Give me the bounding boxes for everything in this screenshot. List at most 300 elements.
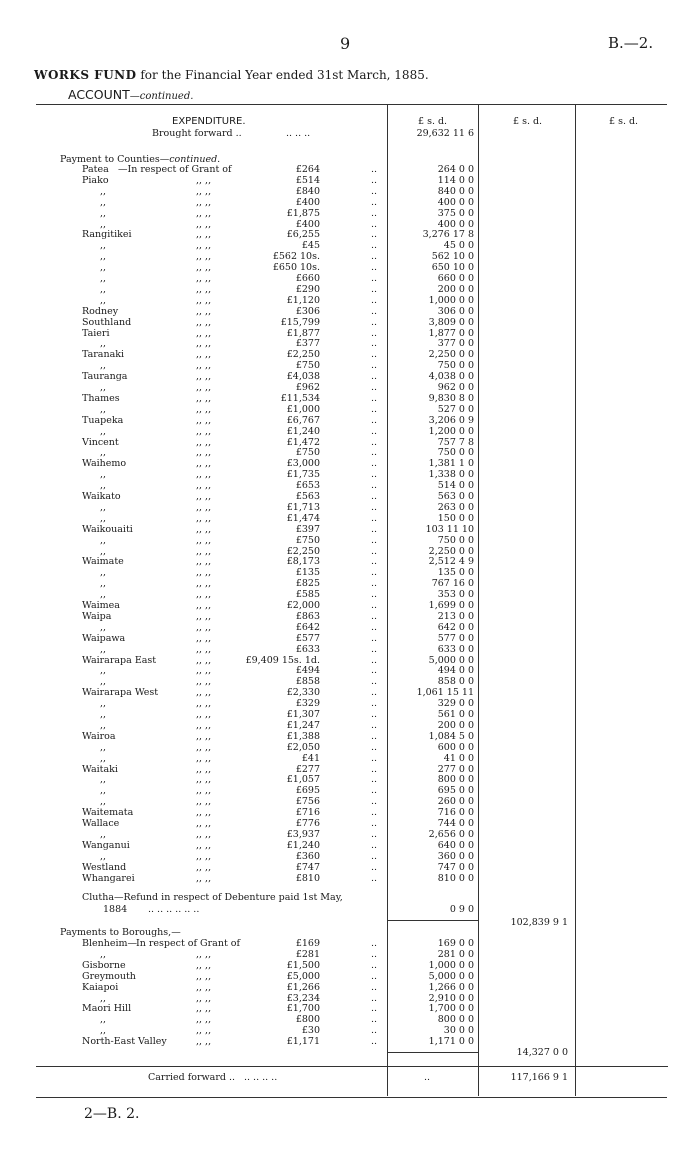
entry-amount: 213 0 0 [437,610,474,622]
entry-amount: 800 0 0 [437,774,474,786]
entry-amount: 767 16 0 [431,578,474,590]
entry-name: ,, [100,480,107,492]
entry-grant: £863 [295,610,320,622]
brought-forward-dots: .. .. .. [286,128,311,139]
entry-name: Southland [82,316,132,328]
entry-amount: 30 0 0 [443,1025,474,1037]
entry-grant: £306 [295,305,320,317]
subtotal-rule [388,920,478,921]
entry-amount: 810 0 0 [437,872,474,884]
entry-name: ,, [100,676,107,688]
entry-grant: £1,120 [286,294,320,306]
entry-name: ,, [100,774,107,786]
entry-amount: 1,000 0 0 [428,959,474,971]
entry-grant: £1,472 [286,436,320,448]
total-rule [36,1066,668,1067]
entry-grant: £3,234 [286,992,320,1004]
entry-amount: 2,512 4 9 [428,556,474,568]
entry-grant: £281 [295,948,320,960]
entry-name: Vincent [82,436,119,448]
entry-dots: .. [371,229,378,241]
entry-amount: 642 0 0 [437,621,474,633]
entry-dots: .. [371,305,378,317]
entry-amount: 400 0 0 [437,196,474,208]
entry-name: ,, [100,621,107,633]
entry-grant: £169 [295,938,320,949]
entry-name: ,, [100,196,107,208]
entry-amount: 750 0 0 [437,360,474,372]
entry-description: ,, ,, [196,349,212,361]
entry-description: ,, ,, [196,970,212,982]
page-number: 9 [340,34,351,53]
entry-grant: £4,038 [286,371,320,383]
entry-dots: .. [371,709,378,720]
entry-description: ,, ,, [196,425,212,437]
entry-dots: .. [371,567,378,579]
entry-description: ,, ,, [196,839,212,851]
entry-grant: £329 [295,698,320,710]
entry-description: ,, ,, [196,262,212,274]
entry-description: ,, ,, [196,1025,212,1037]
entry-grant: £716 [295,807,320,819]
entry-description: ,, ,, [196,294,212,306]
carried-forward-amount: 117,166 9 1 [510,1072,568,1083]
entry-dots: .. [371,458,378,470]
entry-name: Tuapeka [82,414,124,426]
entry-amount: 561 0 0 [437,709,474,720]
entry-amount: 962 0 0 [437,382,474,393]
entry-grant: £1,877 [286,327,320,339]
entry-amount: 2,910 0 0 [428,992,474,1004]
counties-total: 102,839 9 1 [510,917,568,928]
entry-grant: £750 [295,447,320,459]
entry-amount: 41 0 0 [443,752,474,764]
entry-amount: 800 0 0 [437,1014,474,1026]
entry-grant: £1,247 [286,719,320,731]
entry-name: ,, [100,567,107,579]
entry-description: ,, ,, [196,447,212,459]
entry-grant: £585 [295,589,320,601]
boroughs-heading: Payments to Boroughs,— [60,927,181,938]
entry-amount: 633 0 0 [437,643,474,655]
entry-grant: £1,474 [286,512,320,524]
entry-amount: 1,338 0 0 [428,469,474,481]
entry-name: Tauranga [82,371,128,383]
entry-amount: 277 0 0 [437,763,474,775]
entry-grant: £377 [295,338,320,350]
account-suffix: —continued. [129,91,194,102]
entry-dots: .. [371,621,378,633]
entry-description: ,, ,, [196,698,212,710]
column-header: £ s. d. [418,116,448,127]
entry-dots: .. [371,185,378,197]
entry-grant: £858 [295,676,320,688]
entry-amount: 9,830 8 0 [428,392,474,404]
entry-description: ,, ,, [196,730,212,742]
clutha-line1: Clutha—Refund in respect of Debenture paid 1st May, [82,892,343,903]
entry-grant: £1,388 [286,730,320,742]
entry-dots: .. [371,1025,378,1037]
entry-dots: .. [371,741,378,753]
entry-name: ,, [100,828,107,840]
expenditure-heading: EXPENDITURE. [172,116,246,127]
entry-name: ,, [100,382,107,393]
entry-amount: 150 0 0 [437,512,474,524]
entry-name: Thames [82,392,120,404]
entry-amount: 840 0 0 [437,185,474,197]
entry-amount: 103 11 10 [425,523,474,535]
entry-amount: 114 0 0 [437,174,474,186]
entry-grant: £1,057 [286,774,320,786]
entry-description: ,, ,, [196,600,212,611]
entry-name: Patea [82,164,109,175]
entry-description: ,, ,, [196,501,212,513]
entry-dots: .. [371,480,378,492]
entry-name: ,, [100,665,107,677]
entry-amount: 3,206 0 9 [428,414,474,426]
entry-description: ,, ,, [196,807,212,819]
entry-dots: .. [371,774,378,786]
entry-amount: 1,700 0 0 [428,1003,474,1015]
entry-dots: .. [371,174,378,186]
entry-description: ,, ,, [196,741,212,753]
entry-amount: 329 0 0 [437,698,474,710]
entry-amount: 577 0 0 [437,632,474,644]
entry-amount: 562 10 0 [431,251,474,263]
entry-description: ,, ,, [196,512,212,524]
entry-description: ,, ,, [196,327,212,339]
entry-amount: 3,809 0 0 [428,316,474,328]
entry-dots: .. [371,283,378,295]
entry-name: Wairarapa West [82,687,159,699]
entry-amount: 5,000 0 0 [428,654,474,666]
entry-description: In respect of Grant of [136,938,241,949]
entry-grant: £1,240 [286,425,320,437]
entry-grant: £1,171 [286,1036,320,1048]
entry-amount: 660 0 0 [437,273,474,284]
entry-dots: .. [371,392,378,404]
entry-grant: £1,875 [286,207,320,219]
entry-description: ,, ,, [196,414,212,426]
entry-description: ,, ,, [196,436,212,448]
entry-name: Maori Hill [82,1003,132,1015]
entry-amount: 858 0 0 [437,676,474,688]
entry-name: ,, [100,545,107,557]
entry-name: ,, [100,425,107,437]
entry-name: ,, [100,294,107,306]
entry-grant: £2,000 [286,600,320,611]
entry-dots: .. [371,273,378,284]
entry-grant: £1,240 [286,839,320,851]
entry-name: ,, [100,1014,107,1026]
entry-description: ,, ,, [196,382,212,393]
entry-amount: 263 0 0 [437,501,474,513]
entry-name: Waipa [82,610,112,622]
entry-amount: 375 0 0 [437,207,474,219]
entry-description: ,, ,, [196,796,212,808]
entry-name: ,, [100,534,107,546]
entry-name: Wairarapa East [82,654,157,666]
entry-description: ,, ,, [196,687,212,699]
entry-dots: .. [371,654,378,666]
entry-name: ,, [100,709,107,720]
entry-amount: 747 0 0 [437,861,474,873]
entry-dots: .. [371,938,378,949]
entry-grant: £264 [295,164,320,175]
entry-description: ,, ,, [196,196,212,208]
entry-dots: .. [371,469,378,481]
boroughs-total: 14,327 0 0 [516,1047,568,1058]
entry-dots: .. [371,1014,378,1026]
entry-dots: .. [371,523,378,535]
entry-description: ,, ,, [196,861,212,873]
entry-dots: .. [371,730,378,742]
entry-grant: £1,735 [286,469,320,481]
entry-grant: £1,713 [286,501,320,513]
entry-grant: £750 [295,534,320,546]
entry-amount: 281 0 0 [437,948,474,960]
entry-grant: £9,409 15s. 1d. [245,654,320,666]
entry-dots: .. [371,698,378,710]
entry-name: Gisborne [82,959,126,971]
entry-amount: 353 0 0 [437,589,474,601]
entry-description: ,, ,, [196,469,212,481]
entry-description: ,, ,, [196,371,212,383]
entry-name: ,, [100,185,107,197]
entry-name: Waimate [82,556,124,568]
entry-description: —In respect of Grant of [118,164,232,175]
entry-grant: £6,767 [286,414,320,426]
entry-name: ,, [100,360,107,372]
entry-description: ,, ,, [196,763,212,775]
entry-name: ,, [100,698,107,710]
entry-amount: 5,000 0 0 [428,970,474,982]
entry-description: ,, ,, [196,643,212,655]
entry-name: Greymouth [82,970,136,982]
entry-amount: 1,381 1 0 [428,458,474,470]
entry-description: ,, ,, [196,316,212,328]
entry-description: ,, ,, [196,534,212,546]
entry-dots: .. [371,425,378,437]
entry-description: ,, ,, [196,850,212,862]
brought-forward-label: Brought forward .. [152,128,242,139]
entry-amount: 695 0 0 [437,785,474,797]
entry-amount: 200 0 0 [437,719,474,731]
entry-dots: .. [371,796,378,808]
entry-dots: .. [371,610,378,622]
entry-grant: £747 [295,861,320,873]
entry-name: ,, [100,262,107,274]
entry-description: ,, ,, [196,545,212,557]
entry-dots: .. [371,992,378,1004]
entry-name: Waitemata [82,807,134,819]
entry-dots: .. [371,240,378,252]
entry-description: ,, ,, [196,174,212,186]
entry-name: Waipawa [82,632,126,644]
entry-amount: 1,266 0 0 [428,981,474,993]
entry-name: ,, [100,948,107,960]
entry-description: ,, ,, [196,229,212,241]
entry-amount: 527 0 0 [437,403,474,415]
entry-dots: .. [371,763,378,775]
entry-name: ,, [100,512,107,524]
entry-amount: 3,276 17 8 [422,229,474,241]
entry-name: ,, [100,469,107,481]
entry-description: ,, ,, [196,578,212,590]
entry-dots: .. [371,349,378,361]
entry-dots: .. [371,850,378,862]
entry-dots: .. [371,665,378,677]
entry-description: ,, ,, [196,621,212,633]
column-rule [387,104,388,1096]
entry-description: ,, ,, [196,632,212,644]
entry-grant: £562 10s. [272,251,320,263]
entry-amount: 306 0 0 [437,305,474,317]
entry-description: ,, ,, [196,872,212,884]
entry-grant: £800 [295,1014,320,1026]
entry-grant: £750 [295,360,320,372]
entry-grant: £494 [295,665,320,677]
entry-amount: 45 0 0 [443,240,474,252]
entry-amount: 377 0 0 [437,338,474,350]
entry-description: ,, ,, [196,676,212,688]
entry-amount: 514 0 0 [437,480,474,492]
entry-dots: .. [371,207,378,219]
entry-description: ,, ,, [196,283,212,295]
entry-dots: .. [371,371,378,383]
entry-dots: .. [371,643,378,655]
entry-name: ,, [100,741,107,753]
entry-description: ,, ,, [196,752,212,764]
entry-dots: .. [371,818,378,829]
entry-description: ,, ,, [196,774,212,786]
entry-name: Waikouaiti [82,523,133,535]
counties-heading: Payment to Counties—continued. [60,154,221,165]
entry-dots: .. [371,970,378,982]
entry-amount: 750 0 0 [437,534,474,546]
entry-name: Whangarei [82,872,135,884]
entry-dots: .. [371,403,378,415]
entry-name: ,, [100,501,107,513]
entry-grant: £776 [295,818,320,829]
entry-dots: .. [371,360,378,372]
entry-dots: .. [371,1003,378,1015]
entry-description: ,, ,, [196,491,212,502]
entry-amount: 2,656 0 0 [428,828,474,840]
entry-dots: .. [371,436,378,448]
entry-name: Waimea [82,600,120,611]
entry-name: Waihemo [82,458,127,470]
entry-grant: £1,700 [286,1003,320,1015]
entry-dots: .. [371,501,378,513]
entry-description: ,, ,, [196,785,212,797]
entry-amount: 260 0 0 [437,796,474,808]
entry-name: Wanganui [82,839,130,851]
entry-dots: .. [371,218,378,230]
entry-grant: £397 [295,523,320,535]
entry-description: ,, ,, [196,251,212,263]
entry-grant: £5,000 [286,970,320,982]
carried-forward-label: Carried forward .. [148,1072,236,1083]
entry-name: Rangitikei [82,229,132,241]
entry-amount: 2,250 0 0 [428,349,474,361]
entry-amount: 1,699 0 0 [428,600,474,611]
entry-name: Rodney [82,305,119,317]
entry-grant: £577 [295,632,320,644]
entry-grant: £3,000 [286,458,320,470]
entry-description: ,, ,, [196,305,212,317]
entry-name: ,, [100,207,107,219]
carried-forward-dots: .. .. .. .. [244,1072,278,1083]
entry-description: ,, ,, [196,240,212,252]
entry-dots: .. [371,785,378,797]
account-heading [68,87,193,102]
entry-amount: 744 0 0 [437,818,474,829]
entry-name: ,, [100,403,107,415]
entry-dots: .. [371,861,378,873]
entry-amount: 1,084 5 0 [428,730,474,742]
entry-description: ,, ,, [196,709,212,720]
entry-amount: 1,000 0 0 [428,294,474,306]
entry-dots: .. [371,807,378,819]
entry-description: ,, ,, [196,719,212,731]
entry-description: ,, ,, [196,1014,212,1026]
entry-amount: 169 0 0 [437,938,474,949]
entry-name: ,, [100,1025,107,1037]
document-reference: B.—2. [608,34,654,52]
entry-dots: .. [371,414,378,426]
entry-dots: .. [371,534,378,546]
entry-amount: 494 0 0 [437,665,474,677]
carried-forward-col1: .. [424,1072,431,1083]
entry-grant: £135 [295,567,320,579]
entry-grant: £8,173 [286,556,320,568]
entry-grant: £514 [295,174,320,186]
entry-description: ,, ,, [196,480,212,492]
entry-description: ,, ,, [196,403,212,415]
entry-description: ,, ,, [196,981,212,993]
entry-grant: £695 [295,785,320,797]
entry-amount: 600 0 0 [437,741,474,753]
entry-description: ,, ,, [196,1003,212,1015]
entry-name: ,, [100,251,107,263]
entry-name: ,, [100,578,107,590]
entry-description: ,, ,, [196,959,212,971]
entry-grant: £400 [295,196,320,208]
entry-grant: £2,250 [286,349,320,361]
entry-description: ,, ,, [196,360,212,372]
title-bold: WORKS FUND [34,68,137,82]
entry-dots: .. [371,959,378,971]
entry-amount: 360 0 0 [437,850,474,862]
entry-amount: 135 0 0 [437,567,474,579]
entry-dots: .. [371,338,378,350]
entry-grant: £277 [295,763,320,775]
entry-grant: £360 [295,850,320,862]
entry-dots: .. [371,196,378,208]
entry-amount: 640 0 0 [437,839,474,851]
entry-amount: 1,877 0 0 [428,327,474,339]
entry-amount: 716 0 0 [437,807,474,819]
entry-name: Blenheim— [82,938,138,949]
entry-grant: £660 [295,273,320,284]
entry-name: ,, [100,992,107,1004]
column-header: £ s. d. [609,116,639,127]
entry-grant: £840 [295,185,320,197]
column-rule [575,104,576,1096]
page-title [34,68,429,82]
entry-name: Taieri [82,327,110,339]
